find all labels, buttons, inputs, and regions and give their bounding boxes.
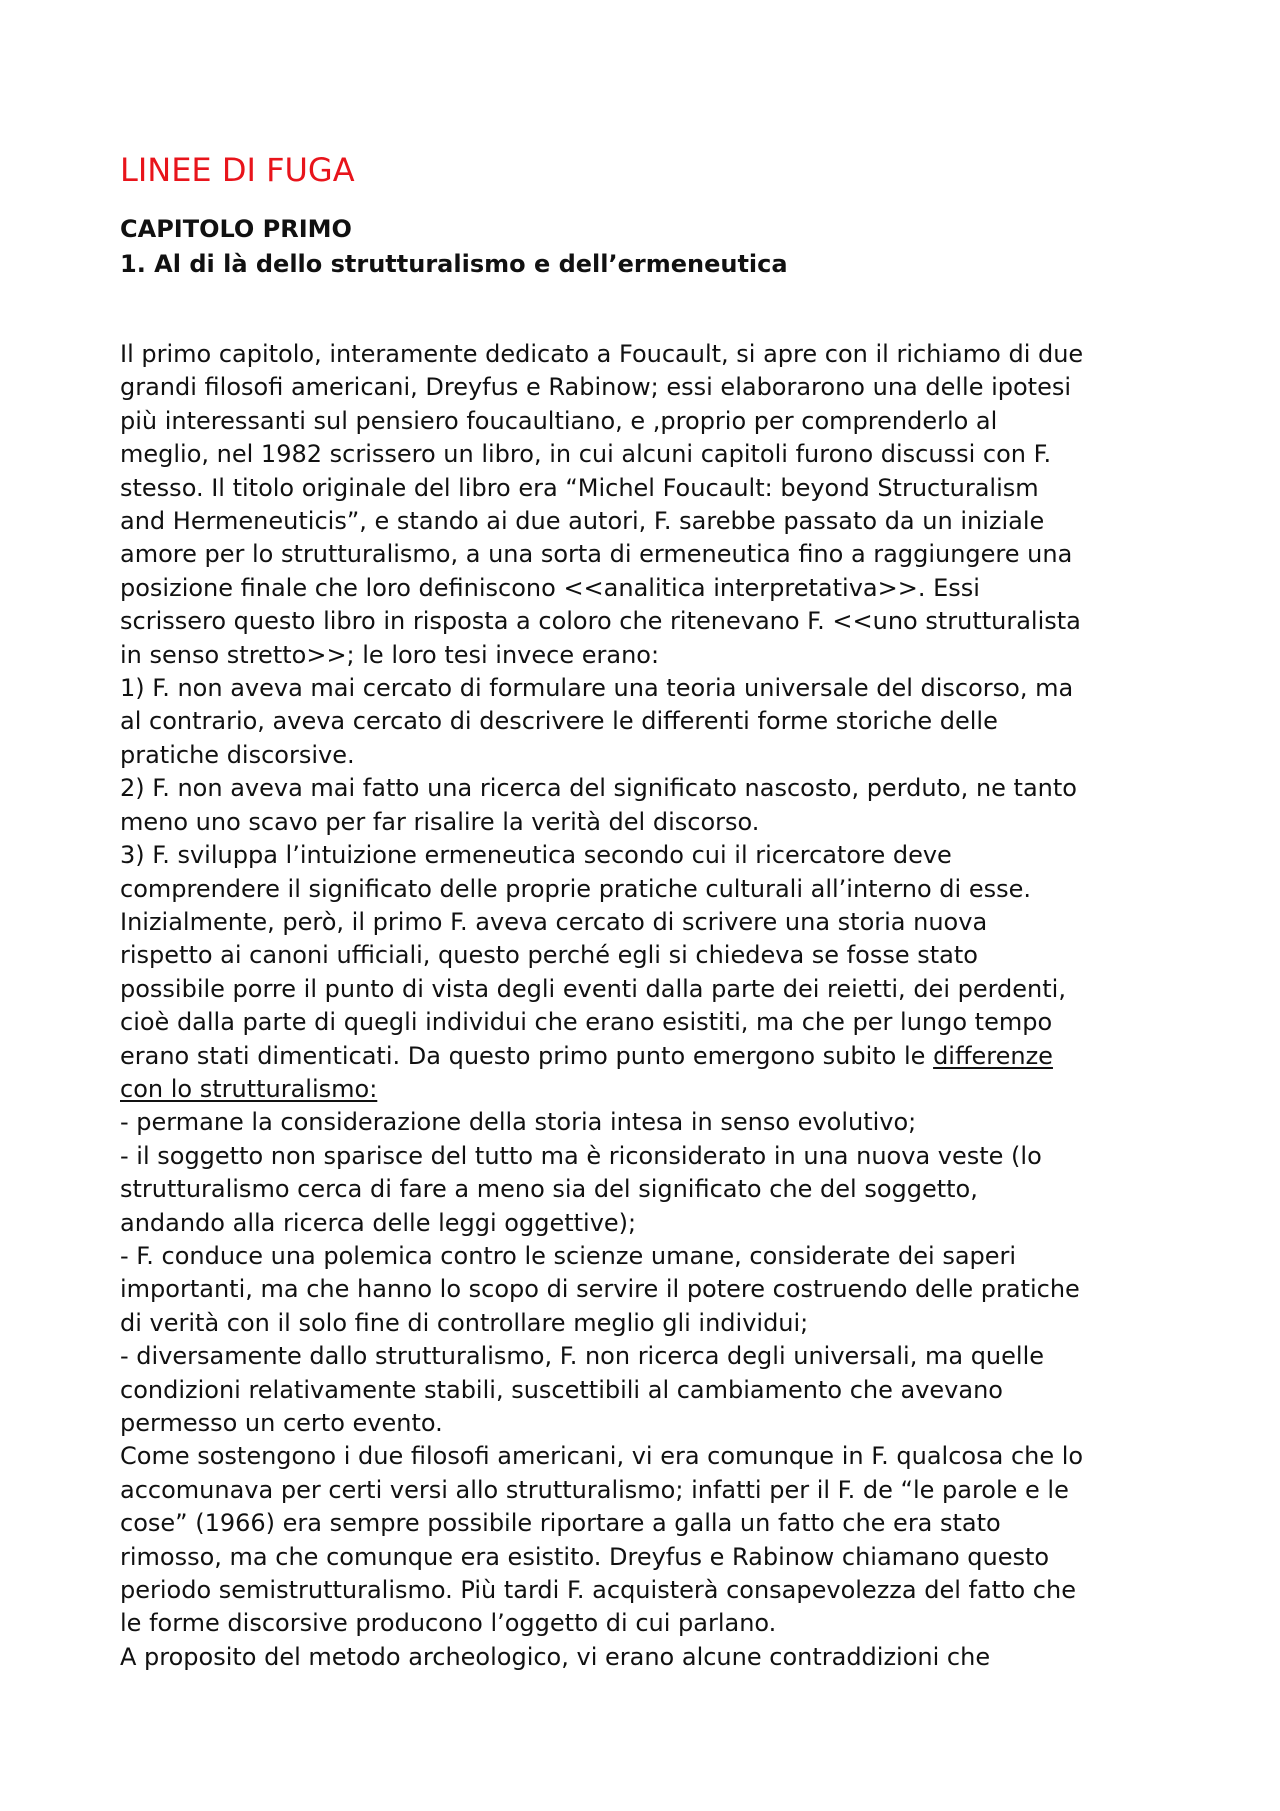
body-line-16: comprendere il significato delle proprie pratiche culturali all’interno di esse. [120, 874, 1032, 903]
body-line-12: pratiche discorsive. [120, 740, 355, 769]
underlined-text-differenze: differenze [933, 1041, 1053, 1070]
body-line-after-6: di verità con il solo fine di controllare meglio gli individui; [120, 1308, 809, 1337]
body-line-after-7: - diversamente dallo strutturalismo, F. non ricerca degli universali, ma quelle [120, 1342, 1045, 1371]
body-line-21 [120, 1040, 1180, 1073]
body-line-18: rispetto ai canoni ufficiali, questo perché egli si chiedeva se fosse stato [120, 941, 978, 970]
body-line-3: meglio, nel 1982 scrissero un libro, in cui alcuni capitoli furono discussi con F. [120, 440, 1052, 469]
section-heading: 1. Al di là dello strutturalismo e dell’ermeneutica [120, 250, 788, 278]
body-line-8: scrissero questo libro in risposta a coloro che ritenevano F. <<uno strutturalista [120, 607, 1081, 636]
body-line-20: cioè dalla parte di quegli individui che erano esistiti, ma che per lungo tempo [120, 1008, 1053, 1037]
body-line-4: stesso. Il titolo originale del libro era “Michel Foucault: beyond Structuralism [120, 473, 1039, 502]
body-line-17: Inizialmente, però, il primo F. aveva cercato di scrivere una storia nuova [120, 907, 988, 936]
body-line-0: Il primo capitolo, interamente dedicato a Foucault, si apre con il richiamo di due [120, 340, 1084, 368]
body-line-19: possibile porre il punto di vista degli eventi dalla parte dei reietti, dei perdenti, [120, 974, 1066, 1003]
body-line-after-9: permesso un certo evento. [120, 1409, 443, 1437]
body-line-13: 2) F. non aveva mai fatto una ricerca del significato nascosto, perduto, ne tanto [120, 774, 1077, 803]
body-line-after-8: condizioni relativamente stabili, suscettibili al cambiamento che avevano [120, 1375, 1003, 1404]
body-line-21-plain: erano stati dimenticati. Da questo primo punto emergono subito le [120, 1041, 934, 1070]
body-line-after-0: - permane la considerazione della storia intesa in senso evolutivo; [120, 1108, 917, 1137]
body-line-after-5: importanti, ma che hanno lo scopo di servire il potere costruendo delle pratiche [120, 1275, 1080, 1304]
document-page [120, 150, 1180, 1674]
body-line-15: 3) F. sviluppa l’intuizione ermeneutica secondo cui il ricercatore deve [120, 841, 952, 870]
body-line-after-1: - il soggetto non sparisce del tutto ma è riconsiderato in una nuova veste (lo [120, 1141, 1042, 1170]
body-line-after-10: Come sostengono i due filosofi americani, vi era comunque in F. qualcosa che lo [120, 1442, 1084, 1471]
body-line-5: and Hermeneuticis”, e stando ai due autori, F. sarebbe passato da un iniziale [120, 507, 1045, 536]
body-line-1: grandi filosofi americani, Dreyfus e Rabinow; essi elaborarono una delle ipotesi [120, 373, 1072, 402]
body-line-22 [120, 1073, 1180, 1106]
body-text [120, 338, 1180, 1674]
body-line-after-16: A proposito del metodo archeologico, vi erano alcune contraddizioni che [120, 1642, 991, 1671]
body-line-after-4: - F. conduce una polemica contro le scienze umane, considerate dei saperi [120, 1241, 1017, 1270]
chapter-heading: CAPITOLO PRIMO [120, 215, 352, 243]
body-line-10: 1) F. non aveva mai cercato di formulare una teoria universale del discorso, ma [120, 674, 1074, 703]
body-line-11: al contrario, aveva cercato di descrivere le differenti forme storiche delle [120, 707, 998, 736]
body-lines-after [120, 1106, 1180, 1674]
body-line-7: posizione finale che loro definiscono <<analitica interpretativa>>. Essi [120, 573, 980, 602]
body-line-9: in senso stretto>>; le loro tesi invece erano: [120, 640, 660, 669]
document-title: LINEE DI FUGA [120, 151, 355, 189]
body-lines-before [120, 338, 1180, 1040]
body-line-after-14: periodo semistrutturalismo. Più tardi F. acquisterà consapevolezza del fatto che [120, 1576, 1076, 1605]
underlined-text-strutturalismo: con lo strutturalismo: [120, 1074, 378, 1103]
body-line-after-13: rimosso, ma che comunque era esistito. Dreyfus e Rabinow chiamano questo [120, 1542, 1050, 1571]
body-line-after-15: le forme discorsive producono l’oggetto di cui parlano. [120, 1609, 777, 1638]
body-line-14: meno uno scavo per far risalire la verità del discorso. [120, 807, 760, 836]
body-line-after-3: andando alla ricerca delle leggi oggettive); [120, 1208, 637, 1237]
body-line-6: amore per lo strutturalismo, a una sorta di ermeneutica fino a raggiungere una [120, 540, 1073, 569]
body-line-after-2: strutturalismo cerca di fare a meno sia del significato che del soggetto, [120, 1175, 978, 1204]
body-line-2: più interessanti sul pensiero foucaultiano, e ,proprio per comprenderlo al [120, 406, 998, 435]
body-line-after-12: cose” (1966) era sempre possibile riportare a galla un fatto che era stato [120, 1509, 1001, 1538]
body-line-after-11: accomunava per certi versi allo strutturalismo; infatti per il F. de “le parole e le [120, 1475, 1069, 1504]
